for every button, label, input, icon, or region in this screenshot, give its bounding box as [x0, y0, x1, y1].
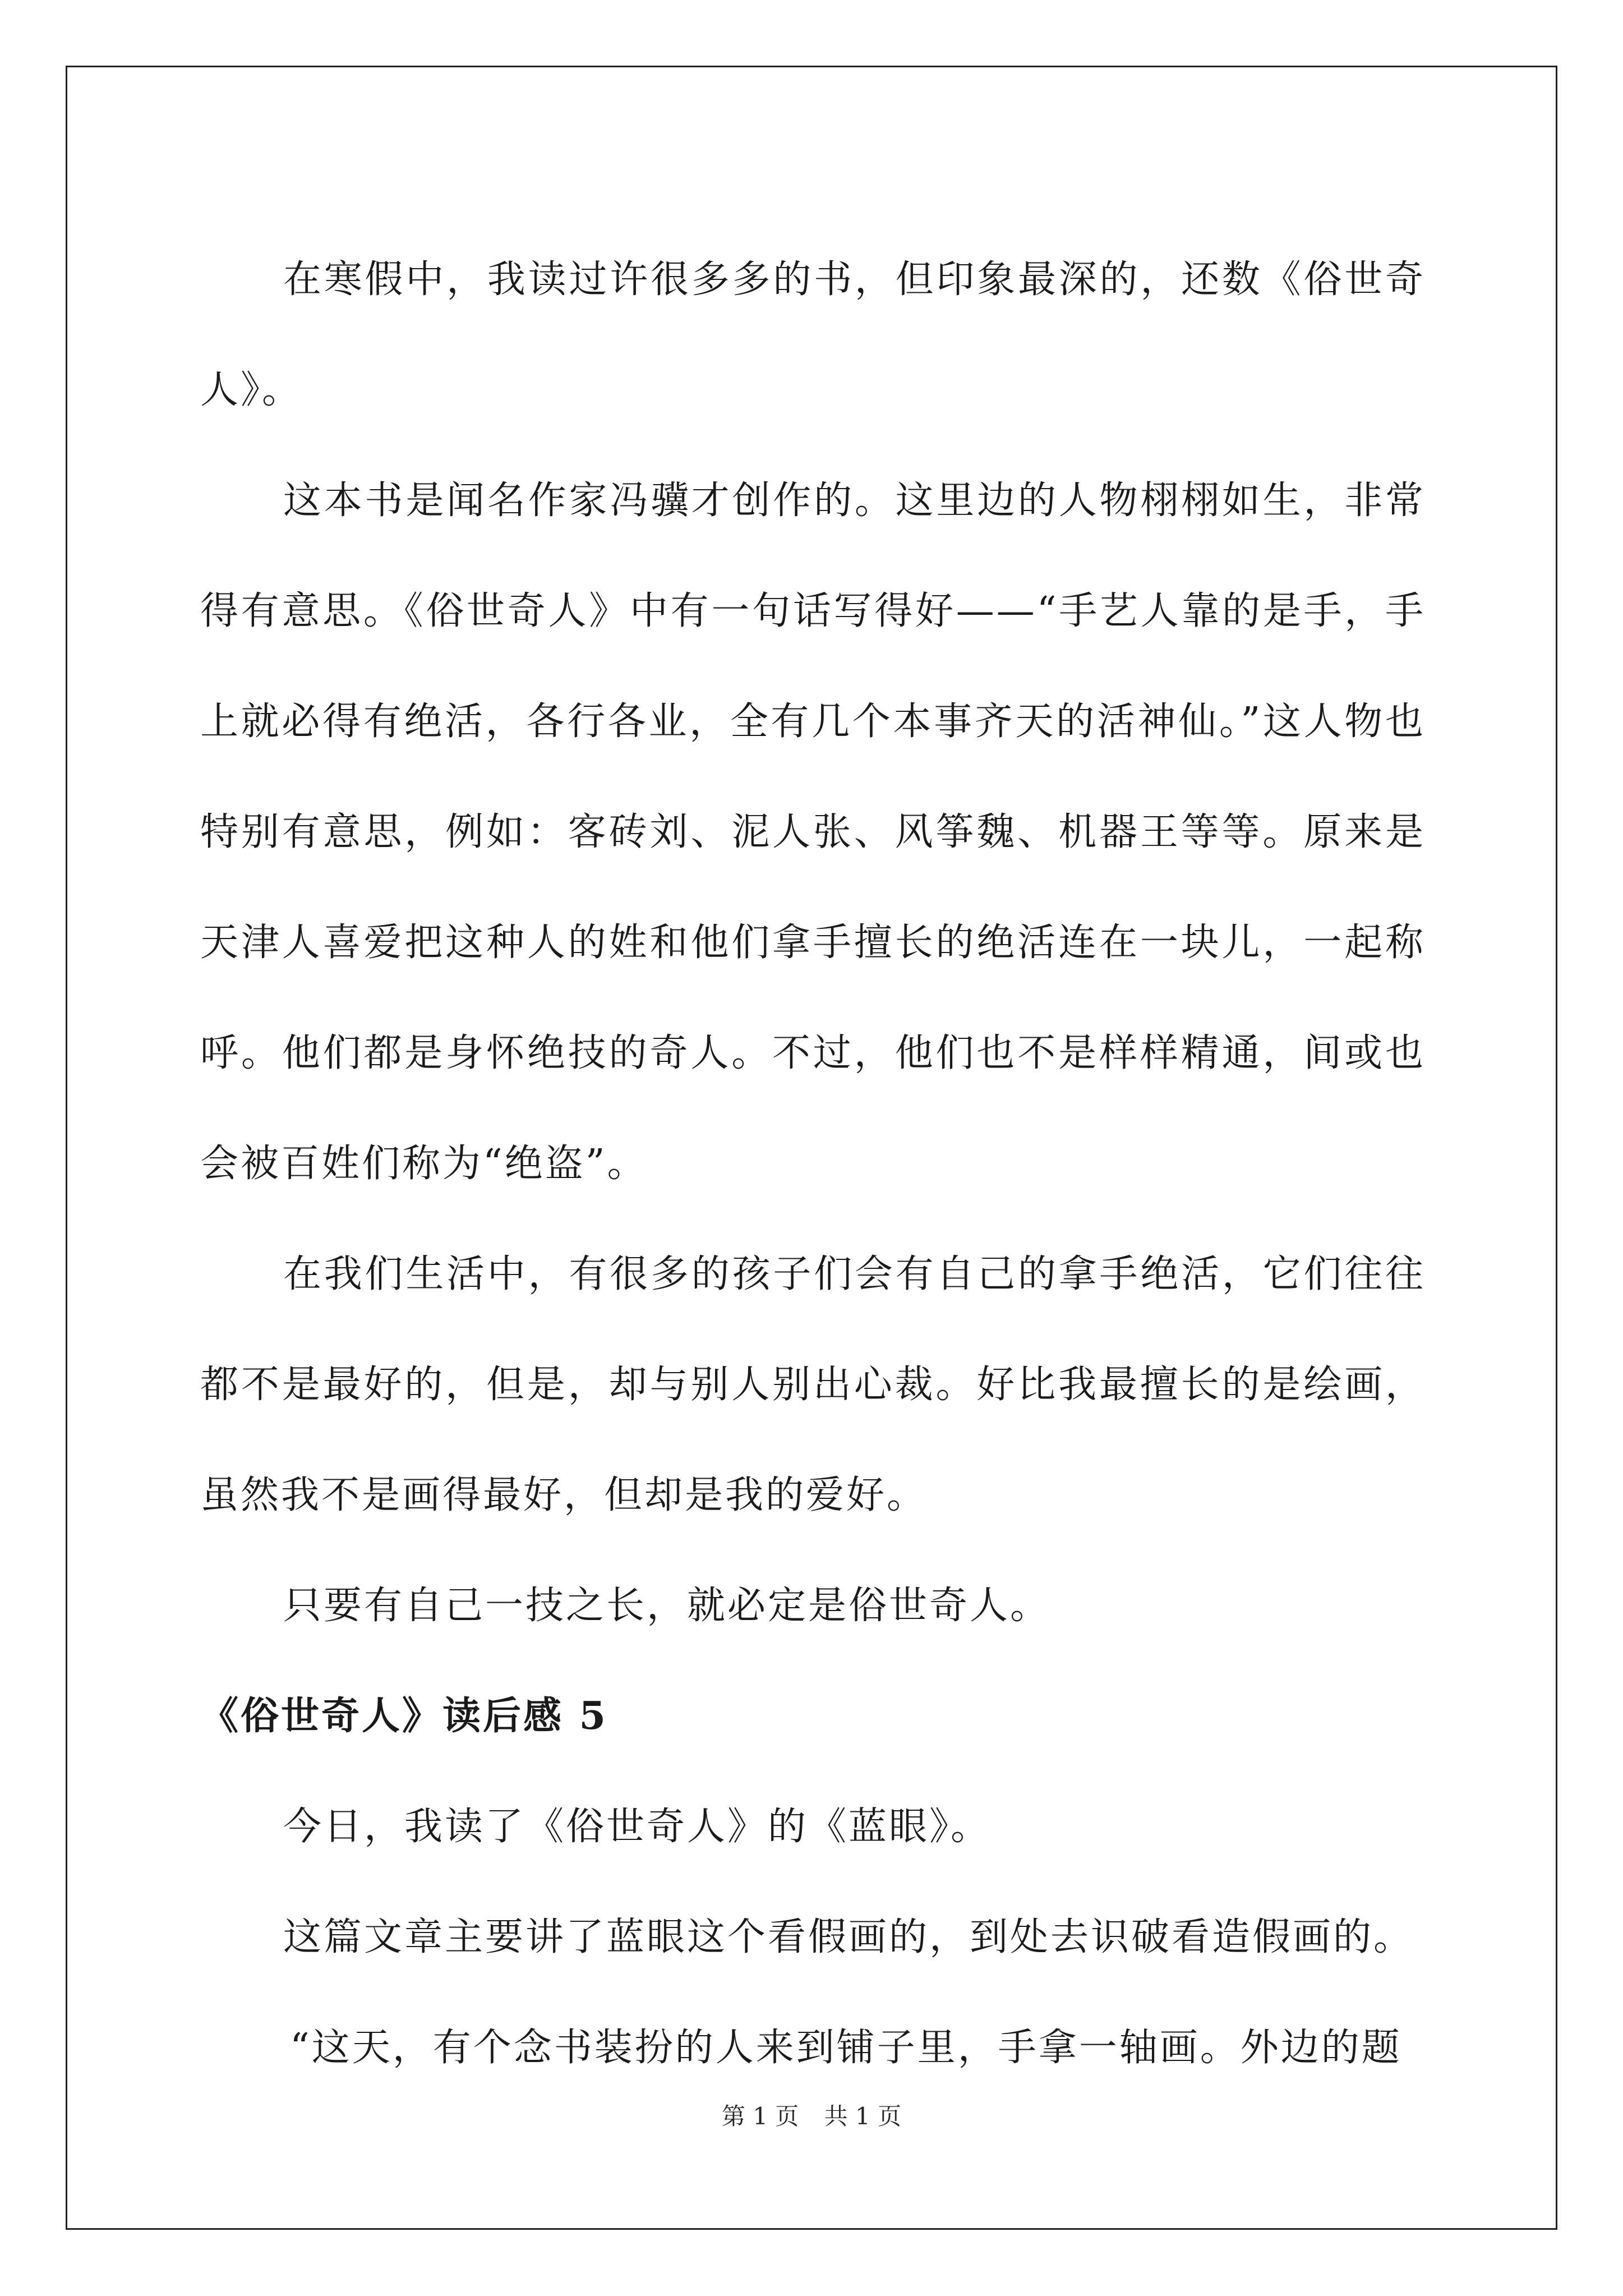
- section-paragraph-1: 今日，我读了《俗世奇人》的《蓝眼》。: [283, 1805, 992, 1849]
- page-footer: [0, 2098, 1623, 2132]
- paragraph-1: 在寒假中，我读过许很多多的书，但印象最深的，还数《俗世奇人》。: [200, 257, 1426, 412]
- paragraph-3: 在我们生活中，有很多的孩子们会有自己的拿手绝活，它们往往都不是最好的，但是，却与别人别出心裁。好比我最擅长的是绘画，虽然我不是画得最好，但却是我的爱好。: [200, 1252, 1426, 1517]
- paragraph-2: 这本书是闻名作家冯骥才创作的。这里边的人物栩栩如生，非常得有意思。《俗世奇人》中有一句话写得好——“手艺人靠的是手，手上就必得有绝活，各行各业，全有几个本事齐天的活神仙。”这人物也特别有意思，例如：客砖刘、泥人张、风筝魏、机器王等等。原来是天津人喜爱把这种人的姓和他们拿手擅长的绝活连在一块儿，一起称呼。他们都是身怀绝技的奇人。不过，他们也不是样样精通，间或也会被百姓们称为“绝盗”。: [200, 478, 1426, 1186]
- section-paragraph-2: 这篇文章主要讲了蓝眼这个看假画的，到处去识破看造假画的。: [283, 1915, 1414, 1959]
- section-heading: 《俗世奇人》读后感 5: [200, 1694, 608, 1738]
- section-paragraph-3: “这天，有个念书装扮的人来到铺子里，手拿一轴画。外边的题: [290, 2026, 1402, 2070]
- page-number: 第 1 页: [721, 2102, 799, 2130]
- page-total: 共 1 页: [824, 2102, 902, 2130]
- document-body: [200, 224, 1426, 2103]
- paragraph-4: 只要有自己一技之长，就必定是俗世奇人。: [283, 1584, 1051, 1628]
